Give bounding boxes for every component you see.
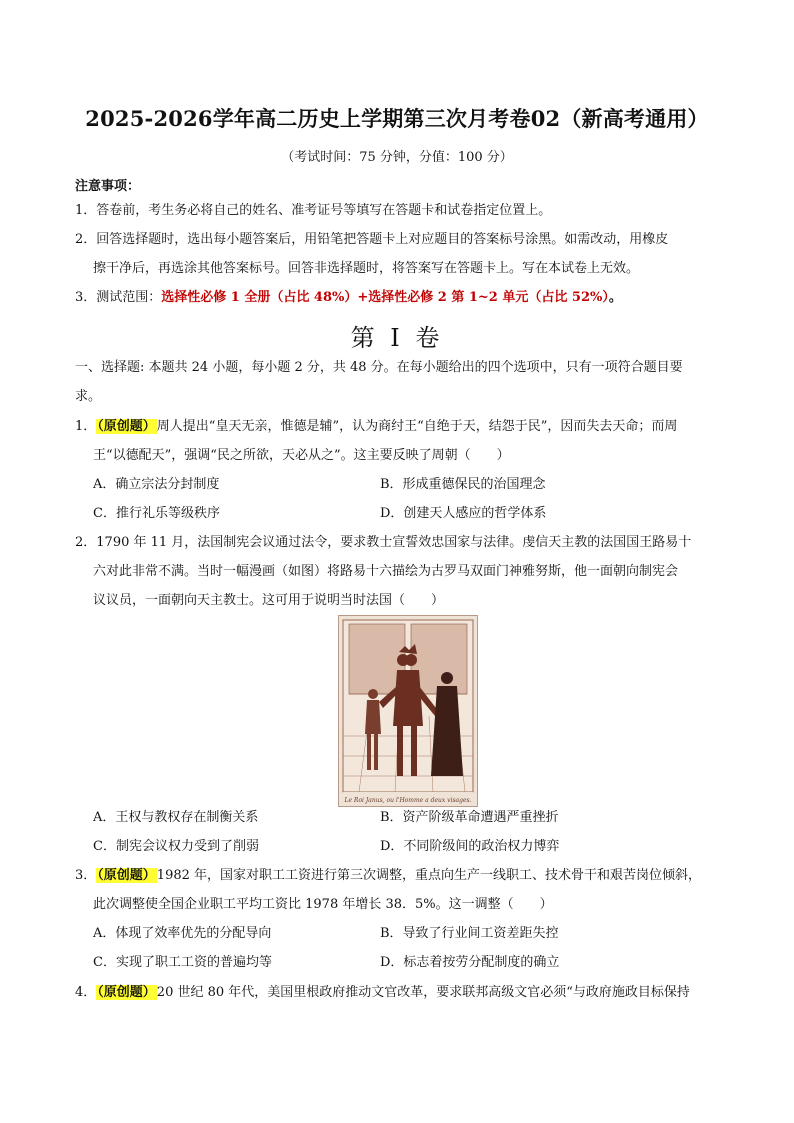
janus-cartoon-image: [338, 615, 478, 807]
question-1-text: 周人提出“皇天无亲，惟德是辅”，认为商纣王“自绝于天，结怨于民”，因而失去天命；而周: [156, 419, 678, 434]
exam-title: 2025-2026学年高二历史上学期第三次月考卷02（新高考通用）: [85, 106, 709, 131]
notice-heading: 注意事项：: [75, 179, 141, 194]
instructions-line-2: 求。: [75, 389, 102, 404]
question-1-line-1: [75, 417, 725, 437]
figure-caption: Le Roi Janus, ou l'Homme a deux visages.: [344, 797, 472, 804]
question-3-line-2: 此次调整使全国企业职工平均工资比 1978 年增长 38．5%。这一调整（ ）: [93, 897, 553, 912]
question-2-option-d: D．不同阶级间的政治权力博弈: [380, 839, 560, 854]
question-1-option-d: D．创建天人感应的哲学体系: [380, 506, 547, 521]
question-4-text: 20 世纪 80 年代，美国里根政府推动文官改革，要求联邦高级文官必须“与政府施政目标保持: [156, 985, 690, 1000]
question-4-line-1: [75, 983, 725, 1003]
question-2-option-a: A．王权与教权存在制衡关系: [93, 810, 259, 825]
question-2-number: 2．: [75, 535, 97, 550]
question-1-option-b: B．形成重德保民的治国理念: [380, 477, 546, 492]
question-1-line-2: 王“以德配天”，强调“民之所欲，天必从之”。这主要反映了周朝（ ）: [93, 448, 510, 463]
question-4-number: 4．: [75, 985, 97, 1000]
question-1-option-a: A．确立宗法分封制度: [93, 477, 220, 492]
exam-subtitle: （考试时间：75 分钟，分值：100 分）: [281, 150, 513, 165]
question-2-option-b: B．资产阶级革命遭遇严重挫折: [380, 810, 559, 825]
notice-item-3: [75, 288, 725, 308]
original-tag: （原创题）: [97, 868, 156, 883]
original-tag: （原创题）: [97, 419, 156, 434]
question-1-option-c: C．推行礼乐等级秩序: [93, 506, 220, 521]
question-2-line-3: 议议员，一面朝向天主教士。这可用于说明当时法国（ ）: [93, 593, 445, 608]
notice-item-2-cont: 擦干净后，再选涂其他答案标号。回答非选择题时，将答案写在答题卡上。写在本试卷上无效。: [93, 261, 640, 276]
question-3-line-1: [75, 866, 725, 886]
question-1-number: 1．: [75, 419, 97, 434]
scope-range: 选择性必修 1 全册（占比 48%）+选择性必修 2 第 1~2 单元（占比 52%）: [161, 290, 609, 305]
question-3-text: 1982 年，国家对职工工资进行第三次调整，重点向生产一线职工、技术骨干和艰苦岗位倾斜，: [156, 868, 702, 883]
question-2-text: 1790 年 11 月，法国制宪会议通过法令，要求教士宣誓效忠国家与法律。虔信天主教的法国国王路易十: [96, 535, 692, 550]
notice-item-2: 2．回答选择题时，选出每小题答案后，用铅笔把答题卡上对应题目的答案标号涂黑。如需改动，用橡皮: [75, 232, 669, 247]
section-title: 第 I 卷: [350, 324, 444, 352]
original-tag: （原创题）: [97, 985, 156, 1000]
question-2-option-c: C．制宪会议权力受到了削弱: [93, 839, 259, 854]
question-3-option-d: D．标志着按劳分配制度的确立: [380, 955, 560, 970]
scope-prefix: 3．测试范围：: [75, 290, 162, 305]
question-2-line-1: [75, 533, 725, 553]
instructions-line-1: 一、选择题: 本题共 24 小题，每小题 2 分，共 48 分。在每小题给出的四个选项中，只有一项符合题目要: [75, 360, 683, 375]
question-3-option-c: C．实现了职工工资的普遍均等: [93, 955, 272, 970]
notice-item-1: 1．答卷前，考生务必将自己的姓名、准考证号等填写在答题卡和试卷指定位置上。: [75, 203, 552, 218]
cartoon-drawing: [339, 616, 477, 806]
question-3-number: 3．: [75, 868, 97, 883]
scope-suffix: 。: [608, 290, 622, 305]
question-3-option-b: B．导致了行业间工资差距失控: [380, 926, 559, 941]
question-3-option-a: A．体现了效率优先的分配导向: [93, 926, 272, 941]
question-2-line-2: 六对此非常不满。当时一幅漫画（如图）将路易十六描绘为古罗马双面门神雅努斯，他一面朝向制宪会: [93, 564, 679, 579]
